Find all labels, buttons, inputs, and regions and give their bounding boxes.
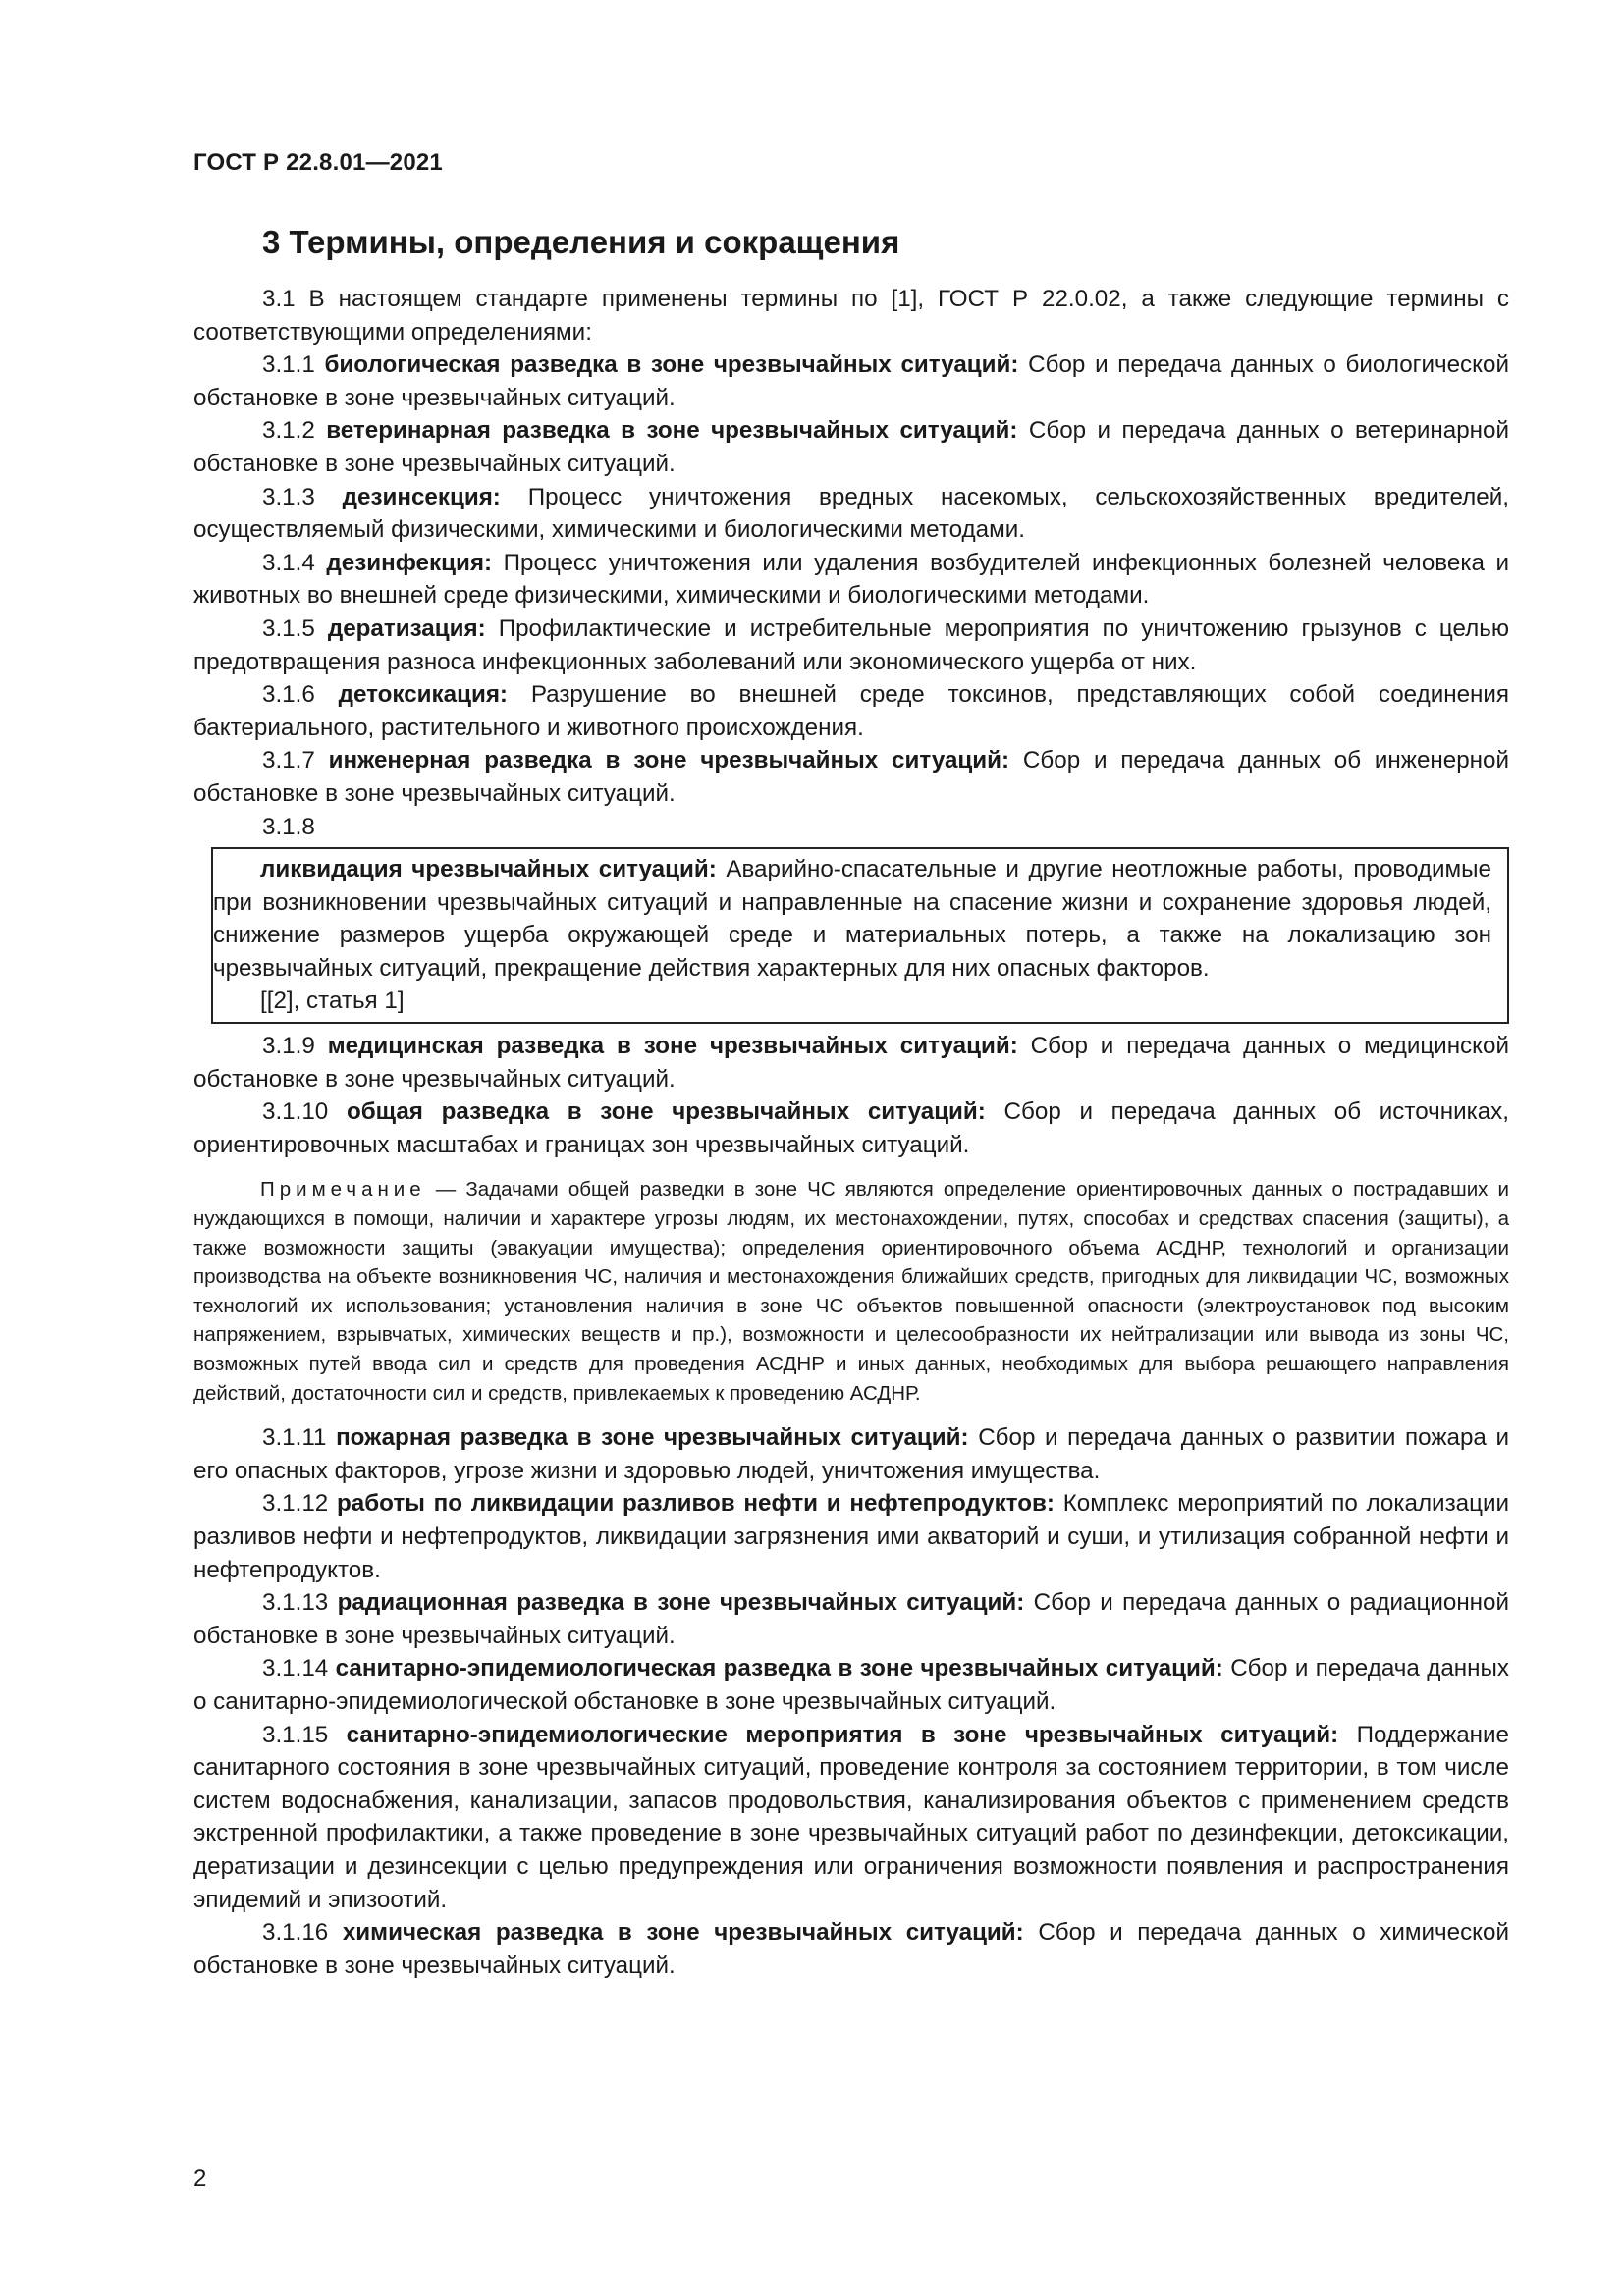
term-definition: Профилактические и истребительные мероприятия по уничтожению грызунов с целью предотвращения разноса инфекционных заболеваний или экономического ущерба от них. bbox=[193, 614, 1509, 675]
term-definition: Процесс уничтожения или удаления возбудителей инфекционных болезней человека и животных во внешней среде физическими, химическими и биологическими методами. bbox=[193, 549, 1509, 610]
term-number: 3.1.15 bbox=[262, 1721, 329, 1748]
term-name: радиационная разведка в зоне чрезвычайных ситуаций: bbox=[337, 1589, 1025, 1617]
term-paragraph bbox=[193, 348, 1509, 414]
term-paragraph bbox=[193, 1652, 1509, 1718]
term-name: дезинсекция: bbox=[342, 483, 501, 510]
term-number: 3.1.14 bbox=[262, 1655, 329, 1682]
term-paragraph bbox=[193, 678, 1509, 744]
term-name: общая разведка в зоне чрезвычайных ситуаций: bbox=[346, 1098, 986, 1126]
term-definition: Поддержание санитарного состояния в зоне чрезвычайных ситуаций, проведение контроля за состоянием территории, в том числе систем водоснабжения, канализации, запасов продовольствия, канализирования объектов с применением средств экстренной профилактики, а также проведение в зоне чрезвычайных ситуаций работ по дезинфекции, детоксикации, дератизации и дезинсекции с целью предупреждения или ограничения возможности появления и распространения эпидемий и эпизоотий. bbox=[193, 1721, 1509, 1913]
framed-term-box bbox=[211, 847, 1509, 1024]
page-number: 2 bbox=[193, 2165, 207, 2192]
intro-paragraph: 3.1 В настоящем стандарте применены термины по [1], ГОСТ Р 22.0.02, а также следующие термины с соответствующими определениями: bbox=[193, 286, 1509, 346]
term-name: химическая разведка в зоне чрезвычайных ситуаций: bbox=[342, 1919, 1024, 1947]
term-name: работы по ликвидации разливов нефти и нефтепродуктов: bbox=[337, 1490, 1055, 1518]
term-definition: Сбор и передача данных о ветеринарной обстановке в зоне чрезвычайных ситуаций. bbox=[193, 417, 1509, 477]
term-number: 3.1.9 bbox=[262, 1033, 315, 1060]
term-name: пожарная разведка в зоне чрезвычайных ситуаций: bbox=[336, 1424, 969, 1452]
term-paragraph bbox=[193, 1421, 1509, 1487]
term-paragraph bbox=[193, 1916, 1509, 1982]
term-number: 3.1.3 bbox=[262, 483, 315, 510]
term-name: санитарно-эпидемиологическая разведка в зоне чрезвычайных ситуаций: bbox=[335, 1655, 1223, 1682]
terms-list-c bbox=[193, 1421, 1509, 1982]
term-number: 3.1.11 bbox=[262, 1424, 327, 1452]
term-source: [[2], статья 1] bbox=[260, 988, 405, 1015]
term-number: 3.1.4 bbox=[262, 549, 315, 576]
term-definition: Сбор и передача данных о химической обстановке в зоне чрезвычайных ситуаций. bbox=[193, 1919, 1509, 1979]
term-number: 3.1.8 bbox=[262, 813, 315, 840]
term-definition: Процесс уничтожения вредных насекомых, сельскохозяйственных вредителей, осуществляемый физическими, химическими и биологическими методами. bbox=[193, 483, 1509, 544]
note-label: Примечание bbox=[260, 1178, 426, 1201]
term-name: дезинфекция: bbox=[326, 549, 493, 576]
term-number: 3.1.10 bbox=[262, 1098, 329, 1126]
term-paragraph bbox=[193, 414, 1509, 480]
note-paragraph bbox=[193, 1175, 1509, 1408]
term-paragraph bbox=[193, 1586, 1509, 1652]
term-number: 3.1.2 bbox=[262, 417, 315, 445]
term-number: 3.1.1 bbox=[262, 351, 315, 379]
term-paragraph bbox=[193, 613, 1509, 678]
term-paragraph bbox=[193, 744, 1509, 810]
term-number: 3.1.5 bbox=[262, 614, 315, 642]
term-definition: Разрушение во внешней среде токсинов, представляющих собой соединения бактериального, растительного и животного происхождения. bbox=[193, 681, 1509, 741]
section-title: 3 Термины, определения и сокращения bbox=[262, 224, 900, 260]
term-definition: Сбор и передача данных об источниках, ориентировочных масштабах и границах зон чрезвычайных ситуаций. bbox=[193, 1098, 1509, 1158]
term-definition: Сбор и передача данных о биологической обстановке в зоне чрезвычайных ситуаций. bbox=[193, 351, 1509, 411]
note-text: — Задачами общей разведки в зоне ЧС являются определение ориентировочных данных о пострадавших и нуждающихся в помощи, наличии и характере угрозы людям, их местонахождении, путях, способах и средствах спасения (защиты), а также возможности защиты (эвакуации имущества); определения ориентировочного объема АСДНР, технологий и организации производства на объекте возникновения ЧС, наличия и местонахождения ближайших средств, пригодных для ликвидации ЧС, возможных технологий их использования; установления наличия в зоне ЧС объектов повышенной опасности (электроустановок под высоким напряжением, взрывчатых, химических веществ и пр.), возможности и целесообразности их нейтрализации или вывода из зоны ЧС, возможных путей ввода сил и средств для проведения АСДНР и иных данных, необходимых для выбора решающего направления действий, достаточности сил и средств, привлекаемых к проведению АСДНР. bbox=[193, 1178, 1509, 1405]
document-code: ГОСТ Р 22.8.01—2021 bbox=[193, 149, 443, 176]
term-name: инженерная разведка в зоне чрезвычайных ситуаций: bbox=[328, 747, 1010, 774]
term-definition: Аварийно-спасательные и другие неотложные работы, проводимые при возникновении чрезвычайных ситуаций и направленные на спасение жизни и сохранение здоровья людей, снижение размеров ущерба окружающей среде и материальных потерь, а также на локализацию зон чрезвычайных ситуаций, прекращение действия характерных для них опасных факторов. bbox=[213, 856, 1491, 982]
term-name: ликвидация чрезвычайных ситуаций: bbox=[260, 856, 717, 883]
term-number: 3.1.12 bbox=[262, 1490, 329, 1518]
framed-term-paragraph bbox=[213, 853, 1491, 985]
term-number: 3.1.6 bbox=[262, 681, 315, 709]
term-paragraph bbox=[193, 547, 1509, 613]
term-number: 3.1.16 bbox=[262, 1919, 329, 1947]
term-number: 3.1.7 bbox=[262, 747, 315, 774]
term-definition: Комплекс мероприятий по локализации разливов нефти и нефтепродуктов, ликвидации загрязнения ими акваторий и суши, и утилизация собранной нефти и нефтепродуктов. bbox=[193, 1490, 1509, 1583]
term-paragraph bbox=[193, 1719, 1509, 1917]
term-name: детоксикация: bbox=[338, 681, 508, 709]
terms-list-a bbox=[193, 348, 1509, 810]
term-definition: Сбор и передача данных о радиационной обстановке в зоне чрезвычайных ситуаций. bbox=[193, 1589, 1509, 1649]
term-name: дератизация: bbox=[327, 614, 486, 642]
term-name: медицинская разведка в зоне чрезвычайных ситуаций: bbox=[327, 1033, 1018, 1060]
term-number: 3.1.13 bbox=[262, 1589, 329, 1617]
term-definition: Сбор и передача данных об инженерной обстановке в зоне чрезвычайных ситуаций. bbox=[193, 747, 1509, 807]
term-name: санитарно-эпидемиологические мероприятия в зоне чрезвычайных ситуаций: bbox=[346, 1721, 1339, 1748]
terms-list-b bbox=[193, 1030, 1509, 1161]
term-name: ветеринарная разведка в зоне чрезвычайных ситуаций: bbox=[326, 417, 1018, 445]
term-paragraph bbox=[193, 1487, 1509, 1586]
term-definition: Сбор и передача данных о санитарно-эпидемиологической обстановке в зоне чрезвычайных ситуаций. bbox=[193, 1655, 1509, 1715]
term-paragraph bbox=[193, 1095, 1509, 1161]
term-definition: Сбор и передача данных о медицинской обстановке в зоне чрезвычайных ситуаций. bbox=[193, 1033, 1509, 1093]
term-definition: Сбор и передача данных о развитии пожара и его опасных факторов, угрозе жизни и здоровью людей, уничтожения имущества. bbox=[193, 1424, 1509, 1484]
term-paragraph bbox=[193, 1030, 1509, 1095]
term-paragraph bbox=[193, 481, 1509, 547]
document-body bbox=[193, 283, 1509, 1982]
term-name: биологическая разведка в зоне чрезвычайных ситуаций: bbox=[324, 351, 1019, 379]
